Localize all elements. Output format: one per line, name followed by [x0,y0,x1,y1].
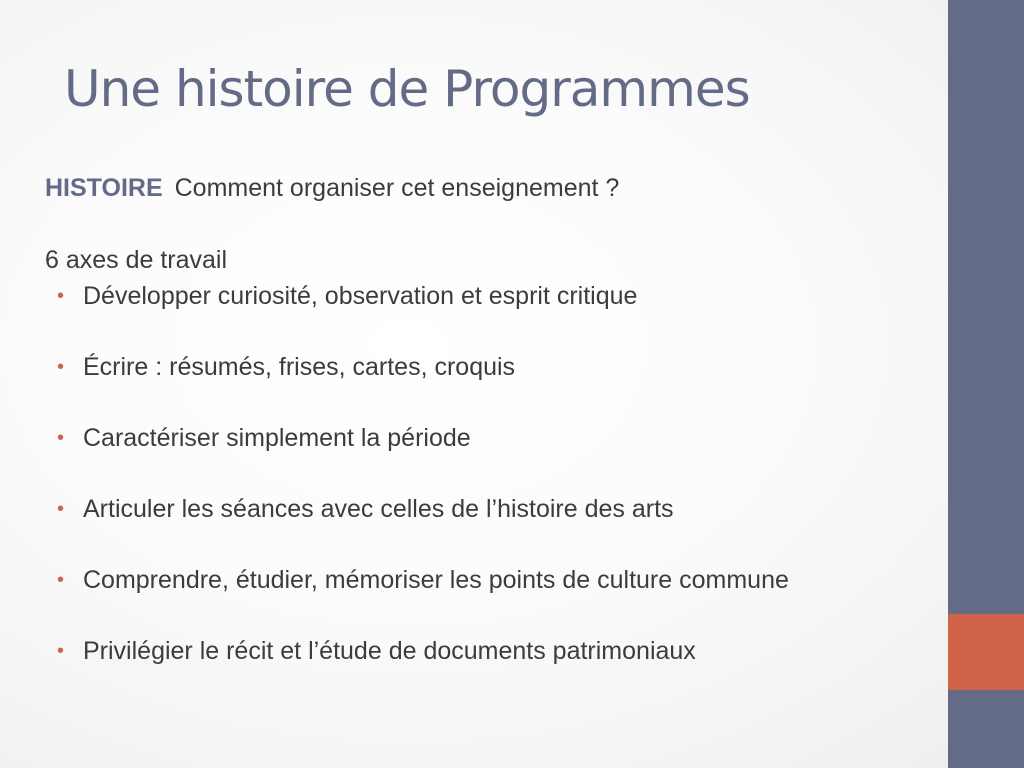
bullet-icon: • [57,356,65,378]
bullet-icon: • [57,427,65,449]
subtitle-text: Comment organiser cet enseignement ? [174,174,620,202]
list-item [55,282,915,310]
bullet-list [55,282,915,708]
bullet-text: Écrire : résumés, frises, cartes, croquis [83,353,516,381]
bullet-text: Développer curiosité, observation et esprit critique [83,282,638,310]
bullet-text: Caractériser simplement la période [83,424,471,452]
list-item [55,424,915,452]
bullet-text: Privilégier le récit et l’étude de documents patrimoniaux [83,637,696,665]
bullet-text: Comprendre, étudier, mémoriser les points de culture commune [83,566,789,594]
list-item [55,566,915,594]
slide-subtitle [45,174,619,203]
bullet-text: Articuler les séances avec celles de l’histoire des arts [83,495,674,523]
slide-title: Une histoire de Programmes [64,60,750,118]
bullet-icon: • [57,498,65,520]
subtitle-label: HISTOIRE [45,174,163,202]
list-item [55,637,915,665]
bullet-icon: • [57,569,65,591]
axes-heading: 6 axes de travail [45,246,228,274]
bullet-icon: • [57,285,65,307]
list-item [55,353,915,381]
list-item [55,495,915,523]
bullet-icon: • [57,640,65,662]
decorative-accent-block [948,614,1024,690]
